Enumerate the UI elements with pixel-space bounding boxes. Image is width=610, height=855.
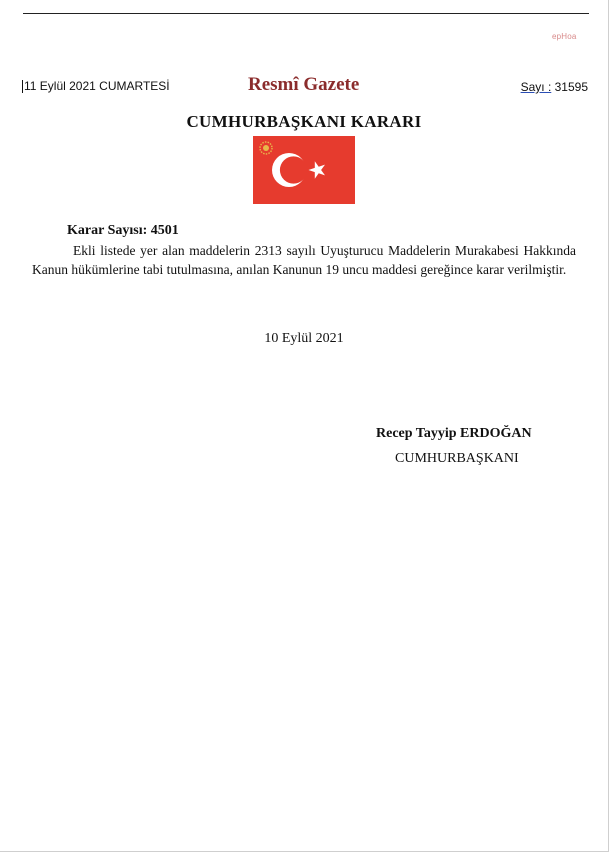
signer-name: Recep Tayyip ERDOĞAN	[376, 426, 532, 441]
decree-date: 10 Eylül 2021	[264, 331, 344, 346]
decree-number: Karar Sayısı: 4501	[67, 223, 179, 238]
watermark-text: ерНоа	[552, 32, 577, 41]
issue-label[interactable]: Sayı :	[520, 80, 552, 94]
turkish-flag-icon	[253, 136, 355, 204]
header-date: 11 Eylül 2021 CUMARTESİ	[24, 79, 170, 93]
decree-body: Ekli listede yer alan maddelerin 2313 sayılı Uyuşturucu Maddelerin Murakabesi Hakkında Kanun hükümlerine tabi tutulmasına, anılan Kanunun 19 uncu maddesi gereğince karar verilmiştir.	[32, 243, 576, 277]
gazette-header	[22, 72, 588, 98]
top-rule	[23, 13, 589, 14]
issue-number	[521, 80, 588, 94]
issue-value: 31595	[554, 80, 588, 94]
decree-heading: CUMHURBAŞKANI KARARI	[186, 112, 422, 131]
gazette-title: Resmî Gazete	[248, 74, 360, 95]
signer-title: CUMHURBAŞKANI	[395, 451, 519, 466]
